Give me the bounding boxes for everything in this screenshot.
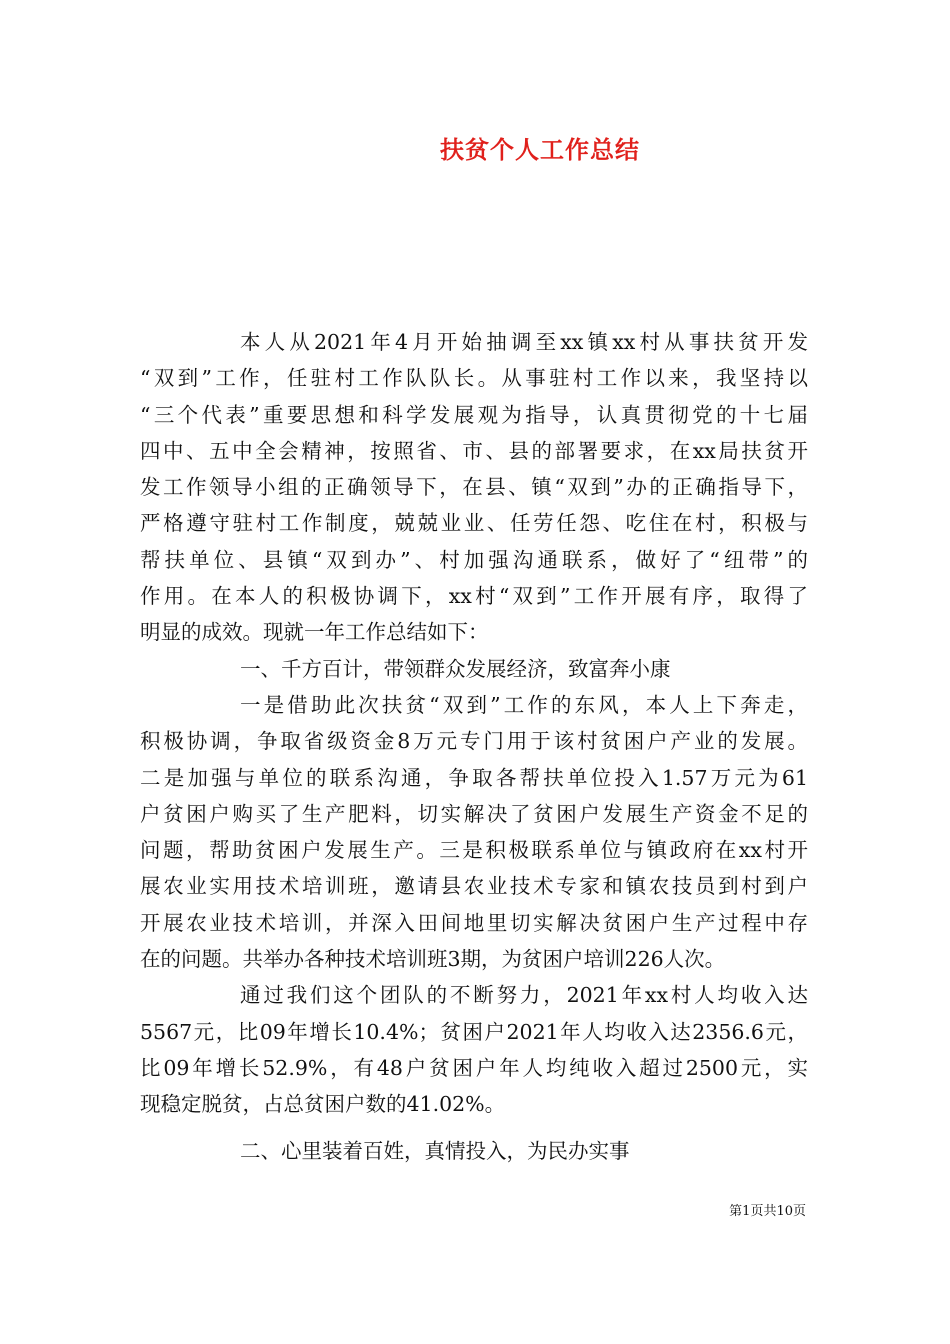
- body-line: 比09年增长52.9%，有48户贫困户年人均纯收入超过2500元，实: [140, 1055, 808, 1080]
- body-line: 展农业实用技术培训班，邀请县农业技术专家和镇农技员到村到户: [140, 874, 808, 899]
- document-body: [140, 324, 808, 1169]
- body-line: 作用。在本人的积极协调下，xx村“双到”工作开展有序，取得了: [140, 584, 808, 609]
- body-line: 户贫困户购买了生产肥料，切实解决了贫困户发展生产资金不足的: [140, 801, 808, 826]
- body-line: 问题，帮助贫困户发展生产。三是积极联系单位与镇政府在xx村开: [140, 838, 808, 863]
- body-line: 本人从2021年4月开始抽调至xx镇xx村从事扶贫开发: [240, 330, 808, 354]
- body-line: 四中、五中全会精神，按照省、市、县的部署要求，在xx局扶贫开: [140, 438, 808, 463]
- body-line: 明显的成效。现就一年工作总结如下：: [140, 620, 489, 645]
- body-line: 现稳定脱贫，占总贫困户数的41.02%。: [140, 1092, 506, 1117]
- page-title: 扶贫个人工作总结: [440, 136, 640, 164]
- section-heading: 一、千方百计，带领群众发展经济，致富奔小康: [240, 656, 671, 681]
- paragraph-gap: [140, 1123, 808, 1133]
- body-line: 严格遵守驻村工作制度，兢兢业业、任劳任怨、吃住在村，积极与: [140, 511, 808, 536]
- body-line: 二是加强与单位的联系沟通，争取各帮扶单位投入1.57万元为61: [140, 765, 808, 790]
- body-line: 积极协调，争取省级资金8万元专门用于该村贫困户产业的发展。: [140, 729, 808, 754]
- body-line: 在的问题。共举办各种技术培训班3期，为贫困户培训226人次。: [140, 947, 726, 972]
- page-number: 第1页共10页: [729, 1204, 806, 1219]
- body-line: 一是借助此次扶贫“双到”工作的东风，本人上下奔走，: [240, 692, 808, 717]
- body-line: 5567元，比09年增长10.4%；贫困户2021年人均收入达2356.6元，: [140, 1019, 808, 1044]
- body-line: 发工作领导小组的正确领导下，在县、镇“双到”办的正确指导下，: [140, 475, 808, 500]
- body-line: 通过我们这个团队的不断努力，2021年xx村人均收入达: [240, 983, 808, 1008]
- body-line: 开展农业技术培训，并深入田间地里切实解决贫困户生产过程中存: [140, 910, 808, 935]
- body-line: 帮扶单位、县镇“双到办”、村加强沟通联系，做好了“纽带”的: [140, 547, 808, 572]
- section-heading: 二、心里装着百姓，真情投入，为民办实事: [240, 1138, 630, 1163]
- body-line: “双到”工作，任驻村工作队队长。从事驻村工作以来，我坚持以: [140, 366, 808, 391]
- body-line: “三个代表”重要思想和科学发展观为指导，认真贯彻党的十七届: [140, 402, 808, 427]
